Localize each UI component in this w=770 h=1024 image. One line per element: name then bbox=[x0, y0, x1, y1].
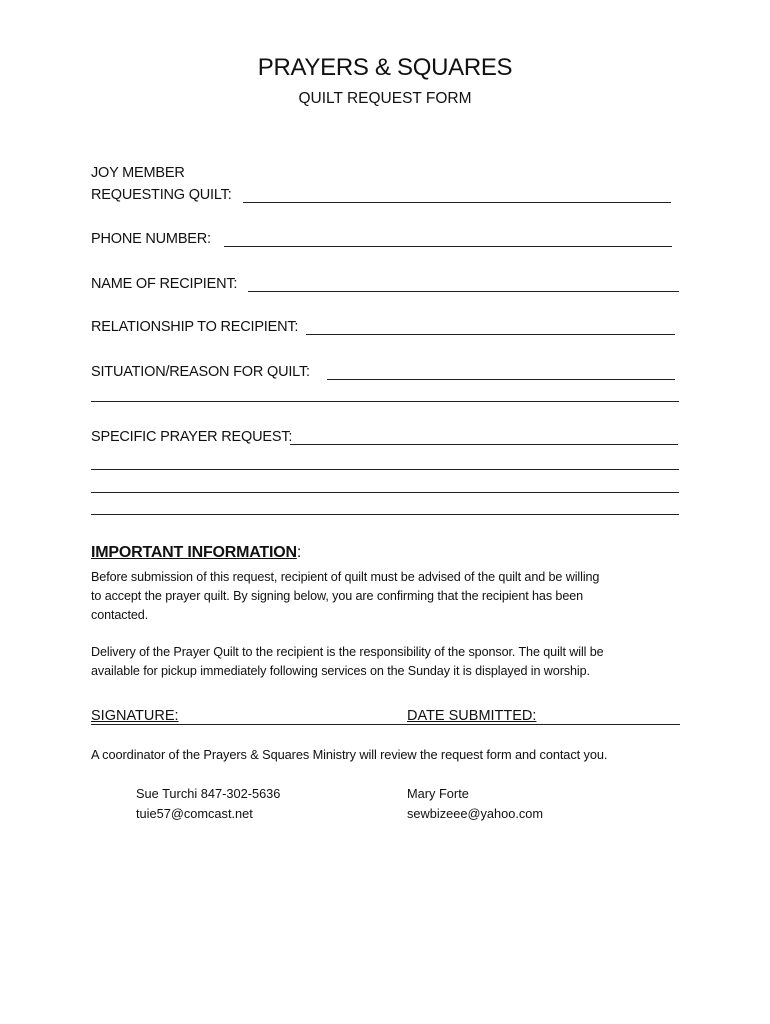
joy-member-label: JOY MEMBER bbox=[91, 165, 185, 181]
paragraph-line: to accept the prayer quilt. By signing below, you are confirming that the recipient has been bbox=[91, 589, 584, 603]
important-paragraph-2 bbox=[91, 643, 691, 681]
recipient-name-field[interactable] bbox=[248, 291, 679, 292]
contact-name-phone: Mary Forte bbox=[407, 786, 469, 801]
paragraph-line: Delivery of the Prayer Quilt to the recipient is the responsibility of the sponsor. The quilt will be bbox=[91, 645, 604, 659]
important-heading-colon: : bbox=[296, 544, 302, 561]
prayer-request-line[interactable] bbox=[91, 469, 679, 470]
coordinator-note: A coordinator of the Prayers & Squares Ministry will review the request form and contact you. bbox=[91, 747, 608, 762]
form-title: PRAYERS & SQUARES bbox=[257, 54, 513, 81]
situation-label: SITUATION/REASON FOR QUILT: bbox=[91, 364, 310, 380]
contact-email: sewbizeee@yahoo.com bbox=[407, 806, 544, 821]
contact-card bbox=[407, 784, 543, 824]
recipient-name-label: NAME OF RECIPIENT: bbox=[91, 276, 238, 292]
signature-field[interactable] bbox=[91, 724, 408, 725]
prayer-request-field[interactable] bbox=[290, 444, 678, 445]
contact-email: tuie57@comcast.net bbox=[136, 806, 253, 821]
situation-field-continued[interactable] bbox=[91, 401, 679, 402]
phone-number-field[interactable] bbox=[224, 246, 672, 247]
prayer-request-line[interactable] bbox=[91, 514, 679, 515]
relationship-label: RELATIONSHIP TO RECIPIENT: bbox=[91, 319, 299, 335]
contact-name-phone: Sue Turchi 847-302-5636 bbox=[136, 786, 281, 801]
phone-number-label: PHONE NUMBER: bbox=[91, 231, 211, 247]
paragraph-line: contacted. bbox=[91, 608, 149, 622]
contact-card bbox=[136, 784, 280, 824]
situation-field[interactable] bbox=[327, 379, 675, 380]
prayer-request-label: SPECIFIC PRAYER REQUEST: bbox=[91, 429, 293, 445]
paragraph-line: available for pickup immediately following services on the Sunday it is displayed in worship. bbox=[91, 664, 590, 678]
important-paragraph-1 bbox=[91, 568, 691, 625]
date-submitted-field[interactable] bbox=[407, 724, 680, 725]
paragraph-line: Before submission of this request, recipient of quilt must be advised of the quilt and be willing bbox=[91, 570, 600, 584]
requesting-quilt-field[interactable] bbox=[243, 202, 671, 203]
prayer-request-line[interactable] bbox=[91, 492, 679, 493]
important-heading-text: IMPORTANT INFORMATION bbox=[91, 544, 297, 561]
relationship-field[interactable] bbox=[306, 334, 675, 335]
date-submitted-label: DATE SUBMITTED: bbox=[407, 708, 537, 724]
important-heading bbox=[91, 544, 301, 562]
form-subtitle: QUILT REQUEST FORM bbox=[298, 90, 472, 107]
requesting-quilt-label: REQUESTING QUILT: bbox=[91, 187, 232, 203]
signature-label: SIGNATURE: bbox=[91, 708, 179, 724]
